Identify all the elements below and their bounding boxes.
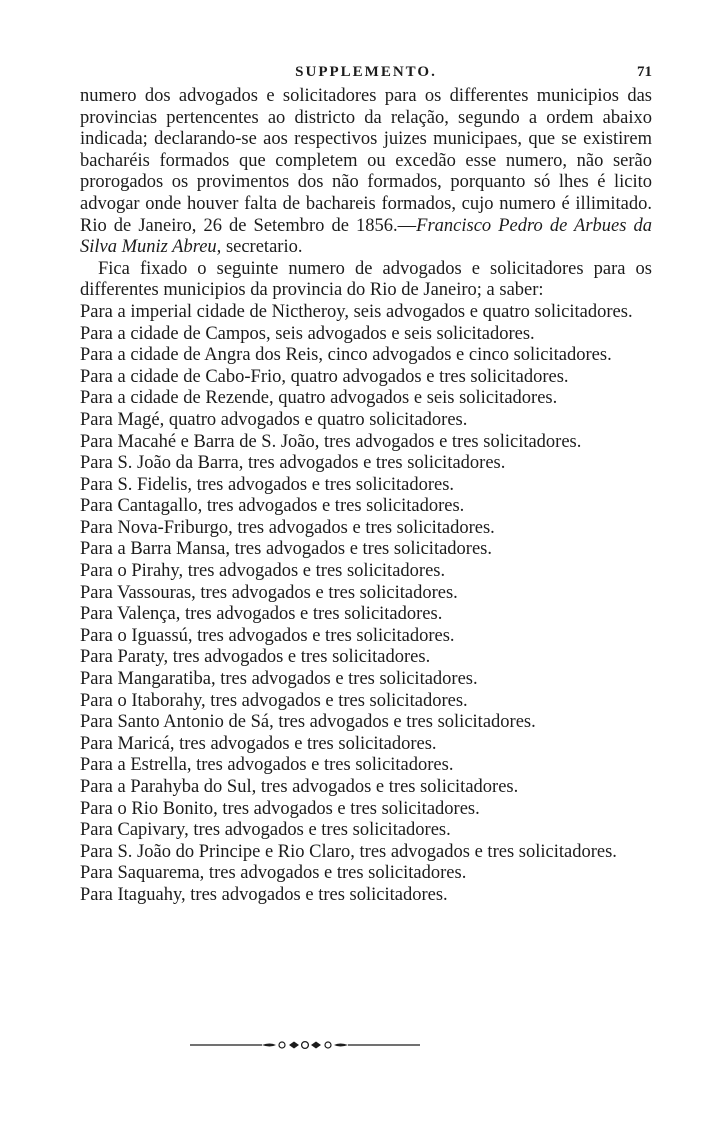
list-item: Para o Itaborahy, tres advogados e tres solicitadores. [80,690,468,711]
running-head [80,62,652,86]
list-item: Para o Pirahy, tres advogados e tres solicitadores. [80,561,446,582]
list-item: Para Valença, tres advogados e tres solicitadores. [80,604,443,625]
list-item: Para S. Fidelis, tres advogados e tres solicitadores. [80,474,455,495]
municipality-list [80,302,652,907]
page-number: 71 [637,64,652,80]
list-item: Para Macahé e Barra de S. João, tres advogados e tres solicitadores. [80,431,582,452]
list-item: Para Mangaratiba, tres advogados e tres solicitadores. [80,669,478,690]
list-item: Para a Estrella, tres advogados e tres solicitadores. [80,755,454,776]
list-item: Para Magé, quatro advogados e quatro solicitadores. [80,409,468,430]
list-item: Para Vassouras, tres advogados e tres solicitadores. [80,582,458,603]
list-item: Para a cidade de Rezende, quatro advogados e seis solicitadores. [80,388,558,409]
intro-paragraph [80,86,652,259]
list-item: Para Itaguahy, tres advogados e tres solicitadores. [80,884,448,905]
list-item: Para Cantagallo, tres advogados e tres solicitadores. [80,496,465,517]
list-item: Para Capivary, tres advogados e tres solicitadores. [80,820,451,841]
list-item: Para Santo Antonio de Sá, tres advogados e tres solicitadores. [80,712,536,733]
running-title: SUPPLEMENTO. [295,64,437,80]
list-item: Para a cidade de Angra dos Reis, cinco advogados e cinco solicitadores. [80,345,612,366]
list-item: Para a imperial cidade de Nictheroy, seis advogados e quatro solicitadores. [80,301,633,322]
intro-text: numero dos advogados e solicitadores para os differentes municipios das provincias pertencentes ao districto da relação, segundo a ordem abaixo indicada; declarando-se aos respectivos juizes municipaes, que se existirem bacharéis formados que completem ou excedão esse numero, não serão prorogados os provimentos dos não formados, porquanto só lhes é licito advogar onde houver falta de bachareis formados, cujo numero é illimitado. Rio de Janeiro, 26 de Setembro de 1856.— [80,86,652,236]
list-item: Para a Parahyba do Sul, tres advogados e tres solicitadores. [80,777,519,797]
list-item: Para a cidade de Cabo-Frio, quatro advogados e tres solicitadores. [80,366,569,387]
page [80,62,652,907]
list-item: Para a cidade de Campos, seis advogados e seis solicitadores. [80,323,535,344]
list-item: Para S. João da Barra, tres advogados e tres solicitadores. [80,453,506,474]
list-item: Para Paraty, tres advogados e tres solicitadores. [80,647,431,668]
list-item: Para a Barra Mansa, tres advogados e tres solicitadores. [80,539,492,560]
list-item: Para Saquarema, tres advogados e tres solicitadores. [80,863,467,884]
list-item: Para o Iguassú, tres advogados e tres solicitadores. [80,625,455,646]
ornamental-rule [190,1040,420,1050]
list-item: Para S. João do Principe e Rio Claro, tres advogados e tres solicitadores. [80,841,617,862]
list-item: Para Maricá, tres advogados e tres solicitadores. [80,733,437,754]
list-item: Para Nova-Friburgo, tres advogados e tres solicitadores. [80,517,495,538]
signatory-name: Francisco Pedro de Arbues da Silva Muniz Abreu, [80,215,652,258]
signatory-role: secretario. [221,237,303,258]
list-item: Para o Rio Bonito, tres advogados e tres solicitadores. [80,798,480,819]
decree-paragraph: Fica fixado o seguinte numero de advogados e solicitadores para os differentes municipios da provincia do Rio de Janeiro; a saber: [80,258,652,301]
